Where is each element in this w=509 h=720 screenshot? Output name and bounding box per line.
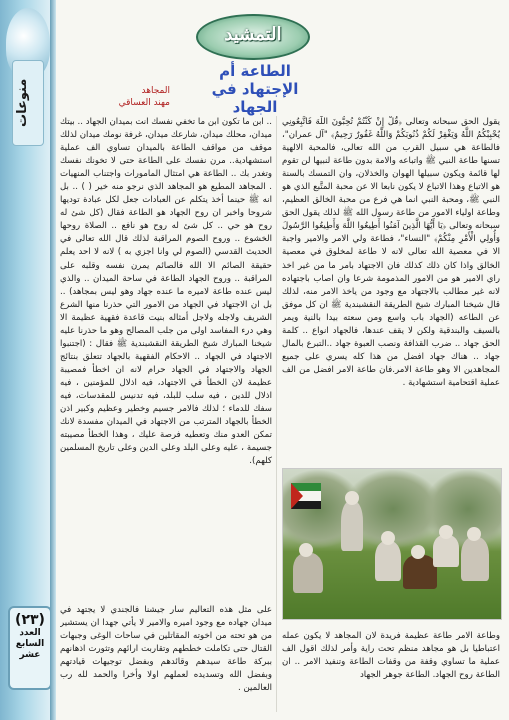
person-icon: [403, 555, 437, 589]
issue-box: [8, 606, 52, 690]
issue-number: (٢٣): [15, 612, 45, 628]
tree-icon: [423, 469, 502, 549]
column-divider: [276, 116, 277, 712]
article-title: الطاعة أم الإجتهاد في الجهاد: [211, 62, 299, 116]
head-icon: [299, 543, 313, 557]
article-text-left-bottom: على مثل هذه التعاليم سار جيشنا فالجندي لا يجتهد في ميدان جهاده مع وجود اميره والامير لا يأتي جهدا ان يستشير من هو تحته من اخوته المقاتلين في ساحات الوغى وجبهات القتال حتى تكاملت خططهم وتقاربت ارائهم وتثورت اذهانهم ببركة طاعة سيدهم وقائدهم وبفضل توجيهات قيادتهم وبفضل الله وتسديده لعملهم اولا وأخرا والحمد لله رب العالمين .: [60, 605, 272, 694]
author-name: مهند العساقي: [118, 98, 170, 108]
magazine-logo: [196, 14, 310, 60]
mujahideen-group-photo: [282, 468, 502, 620]
head-icon: [439, 525, 453, 539]
person-icon: [293, 553, 323, 593]
issue-label: العدد السابع عشر: [15, 628, 45, 660]
logo-text: التمشيد: [224, 24, 282, 45]
person-icon: [341, 501, 363, 551]
person-icon: [375, 541, 401, 581]
left-decorative-strip: [0, 0, 56, 720]
author-role: المجاهد: [141, 86, 170, 96]
head-icon: [345, 491, 359, 505]
person-icon: [461, 537, 489, 581]
article-text-right-top: يقول الحق سبحانه وتعالى ﴿قُلْ إِنْ كُنْتُمْ تُحِبُّونَ اللَّهَ فَاتَّبِعُونِي يُحْبِبْكُمُ اللَّهُ وَيَغْفِرْ لَكُمْ ذُنُوبَكُمْ وَاللَّهُ غَفُورٌ رَحِيمٌ﴾ "آل عمران"، فالطاعة هي سبيل القرب من الله تعالى، فالمحبة الالهية تسنها طاعة النبي ﷺ واتباعه والامة بدون طاعة لنبيها لن تقوم لها قائمة ويكون سبيلها الهوان والخذلان، وان التمسك بالسنة هو الاتباع وهذا الاتباع لا يكون نابعا الا عن محبة المتَّبع الذي هو النبي ﷺ، ومحبة النبي انما هي فرع من محبة الخالق العظيم، وطاعة اولياء الامور من طاعة رسول الله ﷺ لذلك يقول الحق سبحانه وتعالى ﴿يَا أَيُّهَا الَّذِينَ آمَنُوا أَطِيعُوا اللَّهَ وَأَطِيعُوا الرَّسُولَ وَأُولِي الْأَمْرِ مِنْكُمْ﴾ "النساء"، فطاعة ولي الامر والامير واجبة الا في معصية الله تعالى لانه لا طاعة لمخلوق في معصية الخالق واذا كان ذلك كذلك فان الاجتهاد بامر ما من غير اخذ راي الامير هو من الامور المذمومة شرعا وان اصاب باجتهاده لانه غير مطالب بالاجتهاد مع وجود من ياخذ الامر منه، لذلك قال شيخنا المبارك شيخ الطريقة النقشبندية ﷺ ان كل موفق عن الطاعه (الجهاد باب واسع ومن سعته بيدا بالنية ويمر بالسيف والبندقية ولكن لا يقف عندها، فالجهاد انواع .. كلمة الحق جهاد .. ضرب القذافة ونصب العبوة جهاد ..التبرع بالمال جهاد .. هناك جهاد افضل من هذا كله يسري على جميع المجاهدين الا وهو طاعة الامر.فان طاعة الامر افضل من الف عملية اقتحامية استشهادية .: [282, 117, 500, 388]
article-text-left-top: .. ابن ما تكون ابن ما تخفي نفسك انت بميدان الجهاد .. بيتك ميدان، محلك ميدان، شارعك ميدان، غرفة نومك ميدان لذلك موقف من مواقف الطاعة بالميدان تساوي الف عملية استشهادية.. مرن نفسك على الطاعة حتى لا تخونك نفسك وتغدر بك .. الطاعة هي امتثال المامورات واجتناب المنهيات . المجاهد المطيع هو المجاهد الذي نرجو منه خير ( ) .. بل انه ﷺ حينما أخذ يتكلم عن العبادات جعل لكل عبادة توديها شروحا واخبر ان روح الجهاد هو الطاعة فقال (كل شئ له روح هو حي .. كل شئ له روح هو نافع .. الصلاة روحها الخشوع .. وروح الصوم المراقبة لذلك قال الله تعالى في الحديث القدسي (الصوم لي وانا اجزي به ) لانه لا احد يعلم حقيقة الصائم الا الله فالصائم يمرن نفسه وقلبه على المراقبة .. وروح الجهاد الطاعة في ساحة الميدان .. والذي ليس عنده طاعة لاميره ما عنده جهاد وهو ليس بمجاهد) .. بل ان الاجتهاد في الجهاد من الامور التي حذرنا منها الشرع الشريف ولاجله ولاجل أمثاله بنيت قاعدة فقهية عظيمة الا وهي درء المفاسد اولى من جلب المصالح وهو ما حذرنا عليه شيخنا المبارك شيخ الطريقة النقشبندية ﷺ فقال : (اجتنبوا الاجتهاد في الجهاد .. الاحكام الفقهية بالجهاد تتعلق بنتائج الجهاد والاجتهاد في الجهاد حرام لانه ان اخطأ فمصيبة عظيمة لان الخطأ في الاجتهاد، فيه اذلال للمؤمنين ، فيه اذلال للدين ، فيه سلب للبلد، فيه تدنيس للمقدسات، فيه سفك للدماء ؛ لذلك فالامر جسيم وخطير وعظيم وكبير اذن الخطأ بالجهاد المترتب من الاجتهاد في الميدان مفسدة لانك تمكن العدو منك وتعطيه فرصة عليك ، وهذا الخطأ مصيبته جسيمة ، عليه وعلى البلد وعلى الدين وعلى تاريخ المسلمين كلهم).: [60, 117, 272, 467]
head-icon: [381, 531, 395, 545]
head-icon: [411, 545, 425, 559]
section-label: منوعات: [15, 78, 30, 128]
article-text-right-bottom: وطاعة الامر طاعة عظيمة فريدة لان المجاهد لا يكون عمله اعتباطيا بل هو مجاهد منظم تحت راية وأمر لذلك اقول الف عملية ما تساوي وقفة من وقفات الطاعة وتنفيذ الامر .. ان الطاعة روح الجهاد. الطاعة جوهر الجهاد: [282, 631, 500, 681]
section-tab: [12, 60, 44, 146]
flag-icon: [291, 483, 321, 509]
person-icon: [433, 535, 459, 567]
head-icon: [467, 527, 481, 541]
